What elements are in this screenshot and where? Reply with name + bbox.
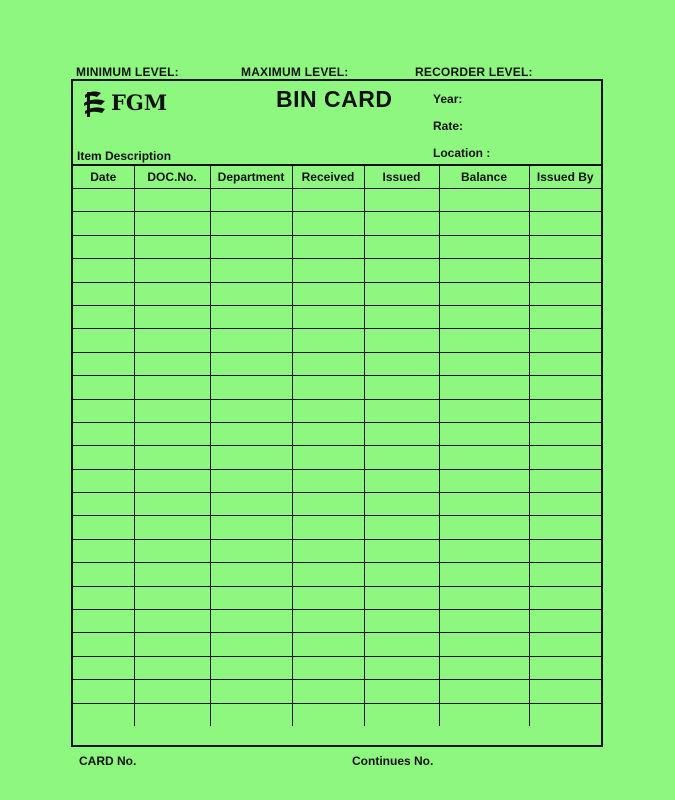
table-cell[interactable] [134,189,210,212]
page-title: BIN CARD [276,86,393,112]
table-cell[interactable] [439,516,529,539]
table-cell[interactable] [73,493,134,516]
column-header-date: Date [73,166,134,189]
table-row [73,259,601,282]
table-cell[interactable] [73,446,134,469]
table-cell[interactable] [134,376,210,399]
table-cell[interactable] [364,329,439,352]
table-cell[interactable] [292,235,364,258]
card-header [73,81,601,166]
table-cell[interactable] [529,329,601,352]
table-cell[interactable] [134,610,210,633]
table-cell[interactable] [210,703,292,726]
table-cell[interactable] [73,376,134,399]
table-cell[interactable] [73,189,134,212]
table-body [73,189,601,726]
table-cell[interactable] [529,212,601,235]
table-cell[interactable] [439,235,529,258]
table-row [73,493,601,516]
table-cell[interactable] [439,376,529,399]
table-cell[interactable] [529,610,601,633]
table-cell[interactable] [210,586,292,609]
table-cell[interactable] [73,516,134,539]
table-cell[interactable] [529,259,601,282]
table-cell[interactable] [210,516,292,539]
table-row [73,352,601,375]
table-cell[interactable] [134,352,210,375]
table-cell[interactable] [529,586,601,609]
table-cell[interactable] [134,633,210,656]
table-cell[interactable] [439,469,529,492]
table-cell[interactable] [73,282,134,305]
table-cell[interactable] [134,703,210,726]
table-cell[interactable] [73,399,134,422]
table-cell[interactable] [529,516,601,539]
table-cell[interactable] [210,493,292,516]
card-number-label: CARD No. [79,754,137,768]
table-cell[interactable] [292,259,364,282]
table-cell[interactable] [292,329,364,352]
table-cell[interactable] [292,189,364,212]
table-cell[interactable] [364,703,439,726]
table-row [73,189,601,212]
table-row [73,422,601,445]
table-row [73,633,601,656]
table-cell[interactable] [292,586,364,609]
table-cell[interactable] [439,329,529,352]
table-cell[interactable] [529,493,601,516]
table-cell[interactable] [529,633,601,656]
minimum-level-label: MINIMUM LEVEL: [76,65,179,79]
table-cell[interactable] [529,656,601,679]
table-row [73,703,601,726]
table-cell[interactable] [439,633,529,656]
table-cell[interactable] [134,539,210,562]
table-cell[interactable] [439,352,529,375]
table-cell[interactable] [529,352,601,375]
table-row [73,516,601,539]
table-cell[interactable] [73,259,134,282]
table-cell[interactable] [439,422,529,445]
table-cell[interactable] [439,539,529,562]
table-cell[interactable] [210,189,292,212]
table-cell[interactable] [134,516,210,539]
table-row [73,446,601,469]
table-cell[interactable] [529,703,601,726]
table-cell[interactable] [364,235,439,258]
column-header-received: Received [292,166,364,189]
table-cell[interactable] [210,376,292,399]
table-cell[interactable] [364,376,439,399]
table-cell[interactable] [134,282,210,305]
table-cell[interactable] [439,189,529,212]
table-cell[interactable] [439,586,529,609]
table-cell[interactable] [73,329,134,352]
table-row [73,235,601,258]
table-cell[interactable] [210,563,292,586]
item-description-label: Item Description [77,149,172,163]
table-cell[interactable] [364,680,439,703]
table-cell[interactable] [364,399,439,422]
table-cell[interactable] [134,235,210,258]
table-cell[interactable] [364,493,439,516]
table-cell[interactable] [134,305,210,328]
table-cell[interactable] [364,282,439,305]
table-cell[interactable] [134,493,210,516]
table-cell[interactable] [134,399,210,422]
table-row [73,212,601,235]
table-cell[interactable] [439,610,529,633]
table-cell[interactable] [292,610,364,633]
table-cell[interactable] [439,259,529,282]
table-cell[interactable] [292,493,364,516]
table-cell[interactable] [73,469,134,492]
table-cell[interactable] [210,633,292,656]
table-cell[interactable] [73,703,134,726]
table-cell[interactable] [134,259,210,282]
year-label: Year: [433,92,463,106]
table-cell[interactable] [292,399,364,422]
maximum-level-label: MAXIMUM LEVEL: [241,65,349,79]
logo-text: FGM [111,90,168,115]
table-cell[interactable] [210,399,292,422]
bin-card-table [73,166,601,726]
fgm-spiral-logo-icon [81,89,109,119]
table-cell[interactable] [364,422,439,445]
table-cell[interactable] [210,446,292,469]
table-row [73,563,601,586]
table-cell[interactable] [364,189,439,212]
rate-label: Rate: [433,119,464,133]
continues-number-label: Continues No. [352,754,434,768]
table-cell[interactable] [73,586,134,609]
table-cell[interactable] [439,493,529,516]
table-row [73,282,601,305]
table-cell[interactable] [364,305,439,328]
table-cell[interactable] [134,680,210,703]
table-cell[interactable] [292,422,364,445]
table-cell[interactable] [134,563,210,586]
table-cell[interactable] [73,212,134,235]
table-cell[interactable] [529,189,601,212]
table-row [73,586,601,609]
table-cell[interactable] [210,305,292,328]
table-cell[interactable] [210,610,292,633]
table-cell[interactable] [292,469,364,492]
table-cell[interactable] [529,563,601,586]
table-cell[interactable] [134,329,210,352]
table-cell[interactable] [529,305,601,328]
table-cell[interactable] [439,656,529,679]
bin-card-form [71,79,603,747]
column-header-issued-by: Issued By [529,166,601,189]
table-cell[interactable] [292,352,364,375]
table-cell[interactable] [292,446,364,469]
table-cell[interactable] [292,680,364,703]
table-cell[interactable] [529,539,601,562]
table-cell[interactable] [364,259,439,282]
table-header-row [73,166,601,189]
table-cell[interactable] [292,539,364,562]
table-cell[interactable] [210,656,292,679]
table-row [73,680,601,703]
table-cell[interactable] [292,212,364,235]
column-header-issued: Issued [364,166,439,189]
table-cell[interactable] [73,680,134,703]
table-cell[interactable] [292,633,364,656]
table-cell[interactable] [210,422,292,445]
table-cell[interactable] [292,563,364,586]
table-cell[interactable] [134,656,210,679]
column-header-department: Department [210,166,292,189]
table-row [73,329,601,352]
table-cell[interactable] [529,680,601,703]
table-row [73,376,601,399]
location-label: Location : [433,146,491,160]
table-cell[interactable] [439,399,529,422]
table-row [73,469,601,492]
table-cell[interactable] [73,352,134,375]
table-cell[interactable] [529,446,601,469]
table-cell[interactable] [73,539,134,562]
table-cell[interactable] [134,446,210,469]
table-cell[interactable] [134,586,210,609]
table-cell[interactable] [529,282,601,305]
table-row [73,305,601,328]
table-cell[interactable] [364,469,439,492]
table-cell[interactable] [134,422,210,445]
table-cell[interactable] [439,703,529,726]
table-cell[interactable] [364,446,439,469]
table-cell[interactable] [364,586,439,609]
table-row [73,399,601,422]
table-cell[interactable] [439,680,529,703]
table-cell[interactable] [529,399,601,422]
table-cell[interactable] [364,516,439,539]
table-cell[interactable] [364,539,439,562]
table-cell[interactable] [292,516,364,539]
table-cell[interactable] [210,212,292,235]
column-header-doc-no: DOC.No. [134,166,210,189]
table-cell[interactable] [364,563,439,586]
table-cell[interactable] [134,212,210,235]
table-cell[interactable] [364,212,439,235]
table-cell[interactable] [210,329,292,352]
table-cell[interactable] [529,422,601,445]
recorder-level-label: RECORDER LEVEL: [415,65,533,79]
table-cell[interactable] [210,680,292,703]
table-cell[interactable] [439,446,529,469]
table-cell[interactable] [292,282,364,305]
table-cell[interactable] [364,633,439,656]
table-row [73,656,601,679]
table-cell[interactable] [73,305,134,328]
table-cell[interactable] [210,282,292,305]
table-cell[interactable] [292,305,364,328]
table-cell[interactable] [529,376,601,399]
table-cell[interactable] [529,469,601,492]
table-cell[interactable] [210,469,292,492]
table-cell[interactable] [364,352,439,375]
table-cell[interactable] [73,235,134,258]
table-cell[interactable] [210,352,292,375]
table-cell[interactable] [439,212,529,235]
table-cell[interactable] [292,656,364,679]
table-cell[interactable] [292,376,364,399]
table-cell[interactable] [73,633,134,656]
table-cell[interactable] [210,539,292,562]
table-cell[interactable] [134,469,210,492]
column-header-balance: Balance [439,166,529,189]
table-row [73,610,601,633]
table-cell[interactable] [73,563,134,586]
table-cell[interactable] [364,610,439,633]
table-cell[interactable] [210,259,292,282]
table-cell[interactable] [73,610,134,633]
table-cell[interactable] [529,235,601,258]
table-cell[interactable] [73,422,134,445]
table-cell[interactable] [210,235,292,258]
table-cell[interactable] [73,656,134,679]
table-cell[interactable] [292,703,364,726]
table-cell[interactable] [364,656,439,679]
table-cell[interactable] [439,282,529,305]
table-cell[interactable] [439,563,529,586]
company-logo [81,89,171,121]
table-cell[interactable] [439,305,529,328]
table-row [73,539,601,562]
